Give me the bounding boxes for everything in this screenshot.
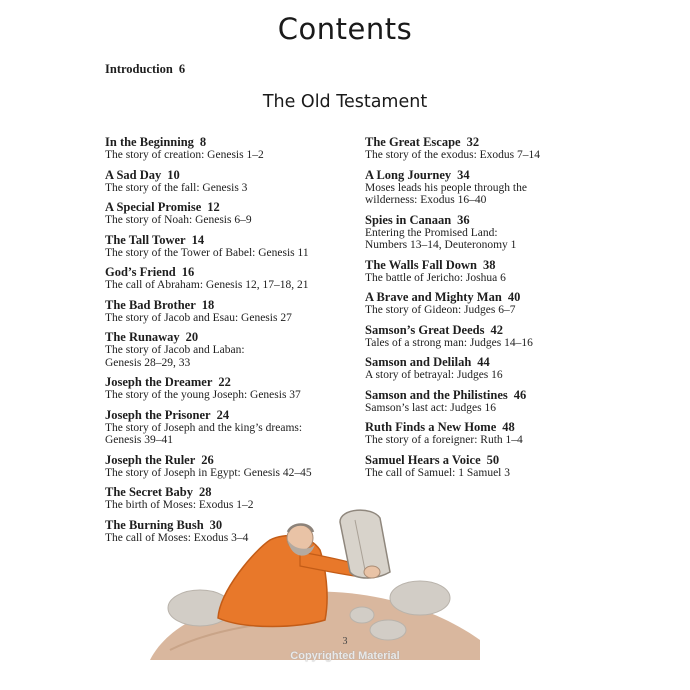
entry-heading — [105, 298, 355, 312]
entry-description: The story of Noah: Genesis 6–9 — [105, 214, 252, 226]
entry-description: The call of Abraham: Genesis 12, 17–18, 21 — [105, 279, 309, 291]
entry-heading — [365, 213, 615, 227]
entry-title: The Great Escape — [365, 135, 461, 149]
entry-title: The Burning Bush — [105, 517, 204, 532]
contents-entry[interactable] — [365, 420, 615, 447]
entry-title: A Long Journey — [365, 167, 452, 182]
entry-page-number: 20 — [185, 330, 199, 344]
contents-entry[interactable] — [105, 453, 355, 480]
contents-entry[interactable] — [105, 200, 355, 227]
moses-tablets-illustration — [150, 480, 480, 660]
entry-page-number: 38 — [482, 257, 496, 272]
entry-title: Joseph the Prisoner — [105, 407, 211, 422]
entry-description: The story of Joseph in Egypt: Genesis 42–45 — [105, 466, 312, 479]
entry-heading — [105, 265, 355, 279]
entry-description: The story of Jacob and Laban: — [105, 344, 245, 356]
entry-page-number: 50 — [486, 452, 500, 467]
introduction-page: 6 — [178, 62, 186, 76]
rock-pebble — [350, 607, 374, 623]
entry-title: The Runaway — [105, 330, 180, 344]
entry-title: The Walls Fall Down — [365, 257, 477, 272]
entry-page-number: 26 — [201, 452, 214, 467]
entry-heading — [105, 135, 355, 149]
section-title: The Old Testament — [262, 92, 428, 112]
introduction-entry[interactable] — [105, 62, 185, 77]
entry-page-number: 44 — [477, 355, 490, 369]
entry-title: A Special Promise — [105, 200, 202, 214]
entry-description: The story of the fall: Genesis 3 — [105, 181, 248, 194]
entry-description: The story of the exodus: Exodus 7–14 — [365, 149, 541, 161]
entry-heading — [365, 355, 615, 369]
entry-heading — [365, 135, 615, 149]
introduction-title: Introduction — [105, 62, 173, 76]
entry-description: The story of the young Joseph: Genesis 37 — [105, 389, 301, 401]
entry-title: Spies in Canaan — [365, 212, 452, 227]
moses-hand — [364, 566, 380, 578]
entry-heading — [365, 258, 615, 272]
entry-description: The story of a foreigner: Ruth 1–4 — [365, 434, 523, 446]
entry-heading — [105, 233, 355, 247]
entry-description: The battle of Jericho: Joshua 6 — [365, 271, 506, 284]
entry-heading — [105, 330, 355, 344]
entry-title: Ruth Finds a New Home — [365, 420, 497, 434]
entry-description: The story of creation: Genesis 1–2 — [105, 149, 264, 161]
contents-entry[interactable] — [105, 233, 355, 260]
entry-page-number: 30 — [209, 517, 223, 532]
entry-description: Tales of a strong man: Judges 14–16 — [365, 336, 533, 349]
entry-heading — [105, 168, 355, 182]
entry-page-number: 14 — [191, 232, 205, 247]
entry-description: Moses leads his people through the — [365, 181, 527, 194]
contents-entry[interactable] — [105, 375, 355, 402]
entry-page-number: 46 — [513, 387, 527, 402]
entry-description: Entering the Promised Land: — [365, 226, 498, 239]
entry-page-number: 40 — [507, 290, 521, 304]
entry-heading — [105, 200, 355, 214]
entry-page-number: 10 — [167, 167, 180, 182]
entry-description: Samson’s last act: Judges 16 — [365, 401, 496, 414]
entry-page-number: 34 — [457, 167, 470, 182]
entry-title: A Sad Day — [105, 167, 162, 182]
entry-title: A Brave and Mighty Man — [365, 290, 502, 304]
contents-entry[interactable] — [365, 388, 615, 415]
contents-entry[interactable] — [365, 135, 615, 162]
contents-entry[interactable] — [365, 355, 615, 382]
contents-entry[interactable] — [365, 323, 615, 350]
entry-heading — [365, 168, 615, 182]
entry-title: Samson’s Great Deeds — [365, 322, 485, 337]
contents-entry[interactable] — [105, 330, 355, 369]
entry-title: Joseph the Dreamer — [105, 375, 213, 389]
rock-right — [390, 581, 450, 615]
entry-description: Genesis 28–29, 33 — [105, 356, 191, 369]
contents-right-column — [365, 135, 615, 485]
contents-entry[interactable] — [365, 290, 615, 317]
entry-page-number: 32 — [466, 135, 480, 149]
entry-title: The Bad Brother — [105, 297, 196, 312]
contents-entry[interactable] — [105, 265, 355, 292]
entry-description: The call of Moses: Exodus 3–4 — [105, 531, 249, 544]
page-title: Contents — [277, 12, 413, 46]
entry-description: The story of Joseph and the king’s dreams: — [105, 421, 303, 434]
entry-heading — [365, 420, 615, 434]
entry-description: Genesis 39–41 — [105, 434, 174, 446]
entry-title: Samson and Delilah — [365, 355, 472, 369]
contents-entry[interactable] — [105, 408, 355, 447]
entry-page-number: 36 — [457, 212, 470, 227]
entry-heading — [365, 290, 615, 304]
contents-entry[interactable] — [365, 453, 615, 480]
entry-description: The story of Jacob and Esau: Genesis 27 — [105, 311, 292, 324]
entry-heading — [365, 323, 615, 337]
entry-page-number: 28 — [198, 485, 212, 499]
entry-description: Numbers 13–14, Deuteronomy 1 — [365, 239, 517, 251]
contents-entry[interactable] — [105, 168, 355, 195]
page-number: 3 — [342, 636, 348, 647]
entry-description: A story of betrayal: Judges 16 — [365, 369, 503, 381]
entry-page-number: 8 — [199, 135, 207, 149]
entry-page-number: 22 — [218, 375, 231, 389]
entry-page-number: 18 — [201, 297, 215, 312]
contents-entry[interactable] — [365, 213, 615, 252]
entry-description: The call of Samuel: 1 Samuel 3 — [365, 466, 510, 479]
entry-title: Joseph the Ruler — [105, 452, 196, 467]
entry-description: The birth of Moses: Exodus 1–2 — [105, 499, 254, 511]
entry-description: wilderness: Exodus 16–40 — [365, 194, 487, 206]
entry-description: The story of Gideon: Judges 6–7 — [365, 304, 516, 316]
entry-page-number: 16 — [181, 265, 195, 279]
entry-page-number: 48 — [502, 420, 515, 434]
entry-heading — [105, 408, 355, 422]
contents-entry[interactable] — [365, 168, 615, 207]
entry-heading — [105, 453, 355, 467]
entry-heading — [365, 388, 615, 402]
contents-entry[interactable] — [365, 258, 615, 285]
contents-entry[interactable] — [105, 298, 355, 325]
entry-title: God’s Friend — [105, 265, 176, 279]
contents-entry[interactable] — [105, 135, 355, 162]
entry-heading — [105, 375, 355, 389]
entry-title: Samson and the Philistines — [365, 387, 508, 402]
entry-page-number: 42 — [490, 322, 503, 337]
entry-description: The story of the Tower of Babel: Genesis 11 — [105, 246, 309, 259]
entry-page-number: 24 — [216, 407, 230, 422]
entry-title: The Secret Baby — [105, 485, 193, 499]
entry-title: Samuel Hears a Voice — [365, 452, 481, 467]
entry-title: In the Beginning — [105, 135, 194, 149]
copyright-watermark: Copyrighted Material — [290, 650, 400, 662]
entry-page-number: 12 — [207, 200, 220, 214]
entry-heading — [365, 453, 615, 467]
entry-title: The Tall Tower — [105, 232, 186, 247]
